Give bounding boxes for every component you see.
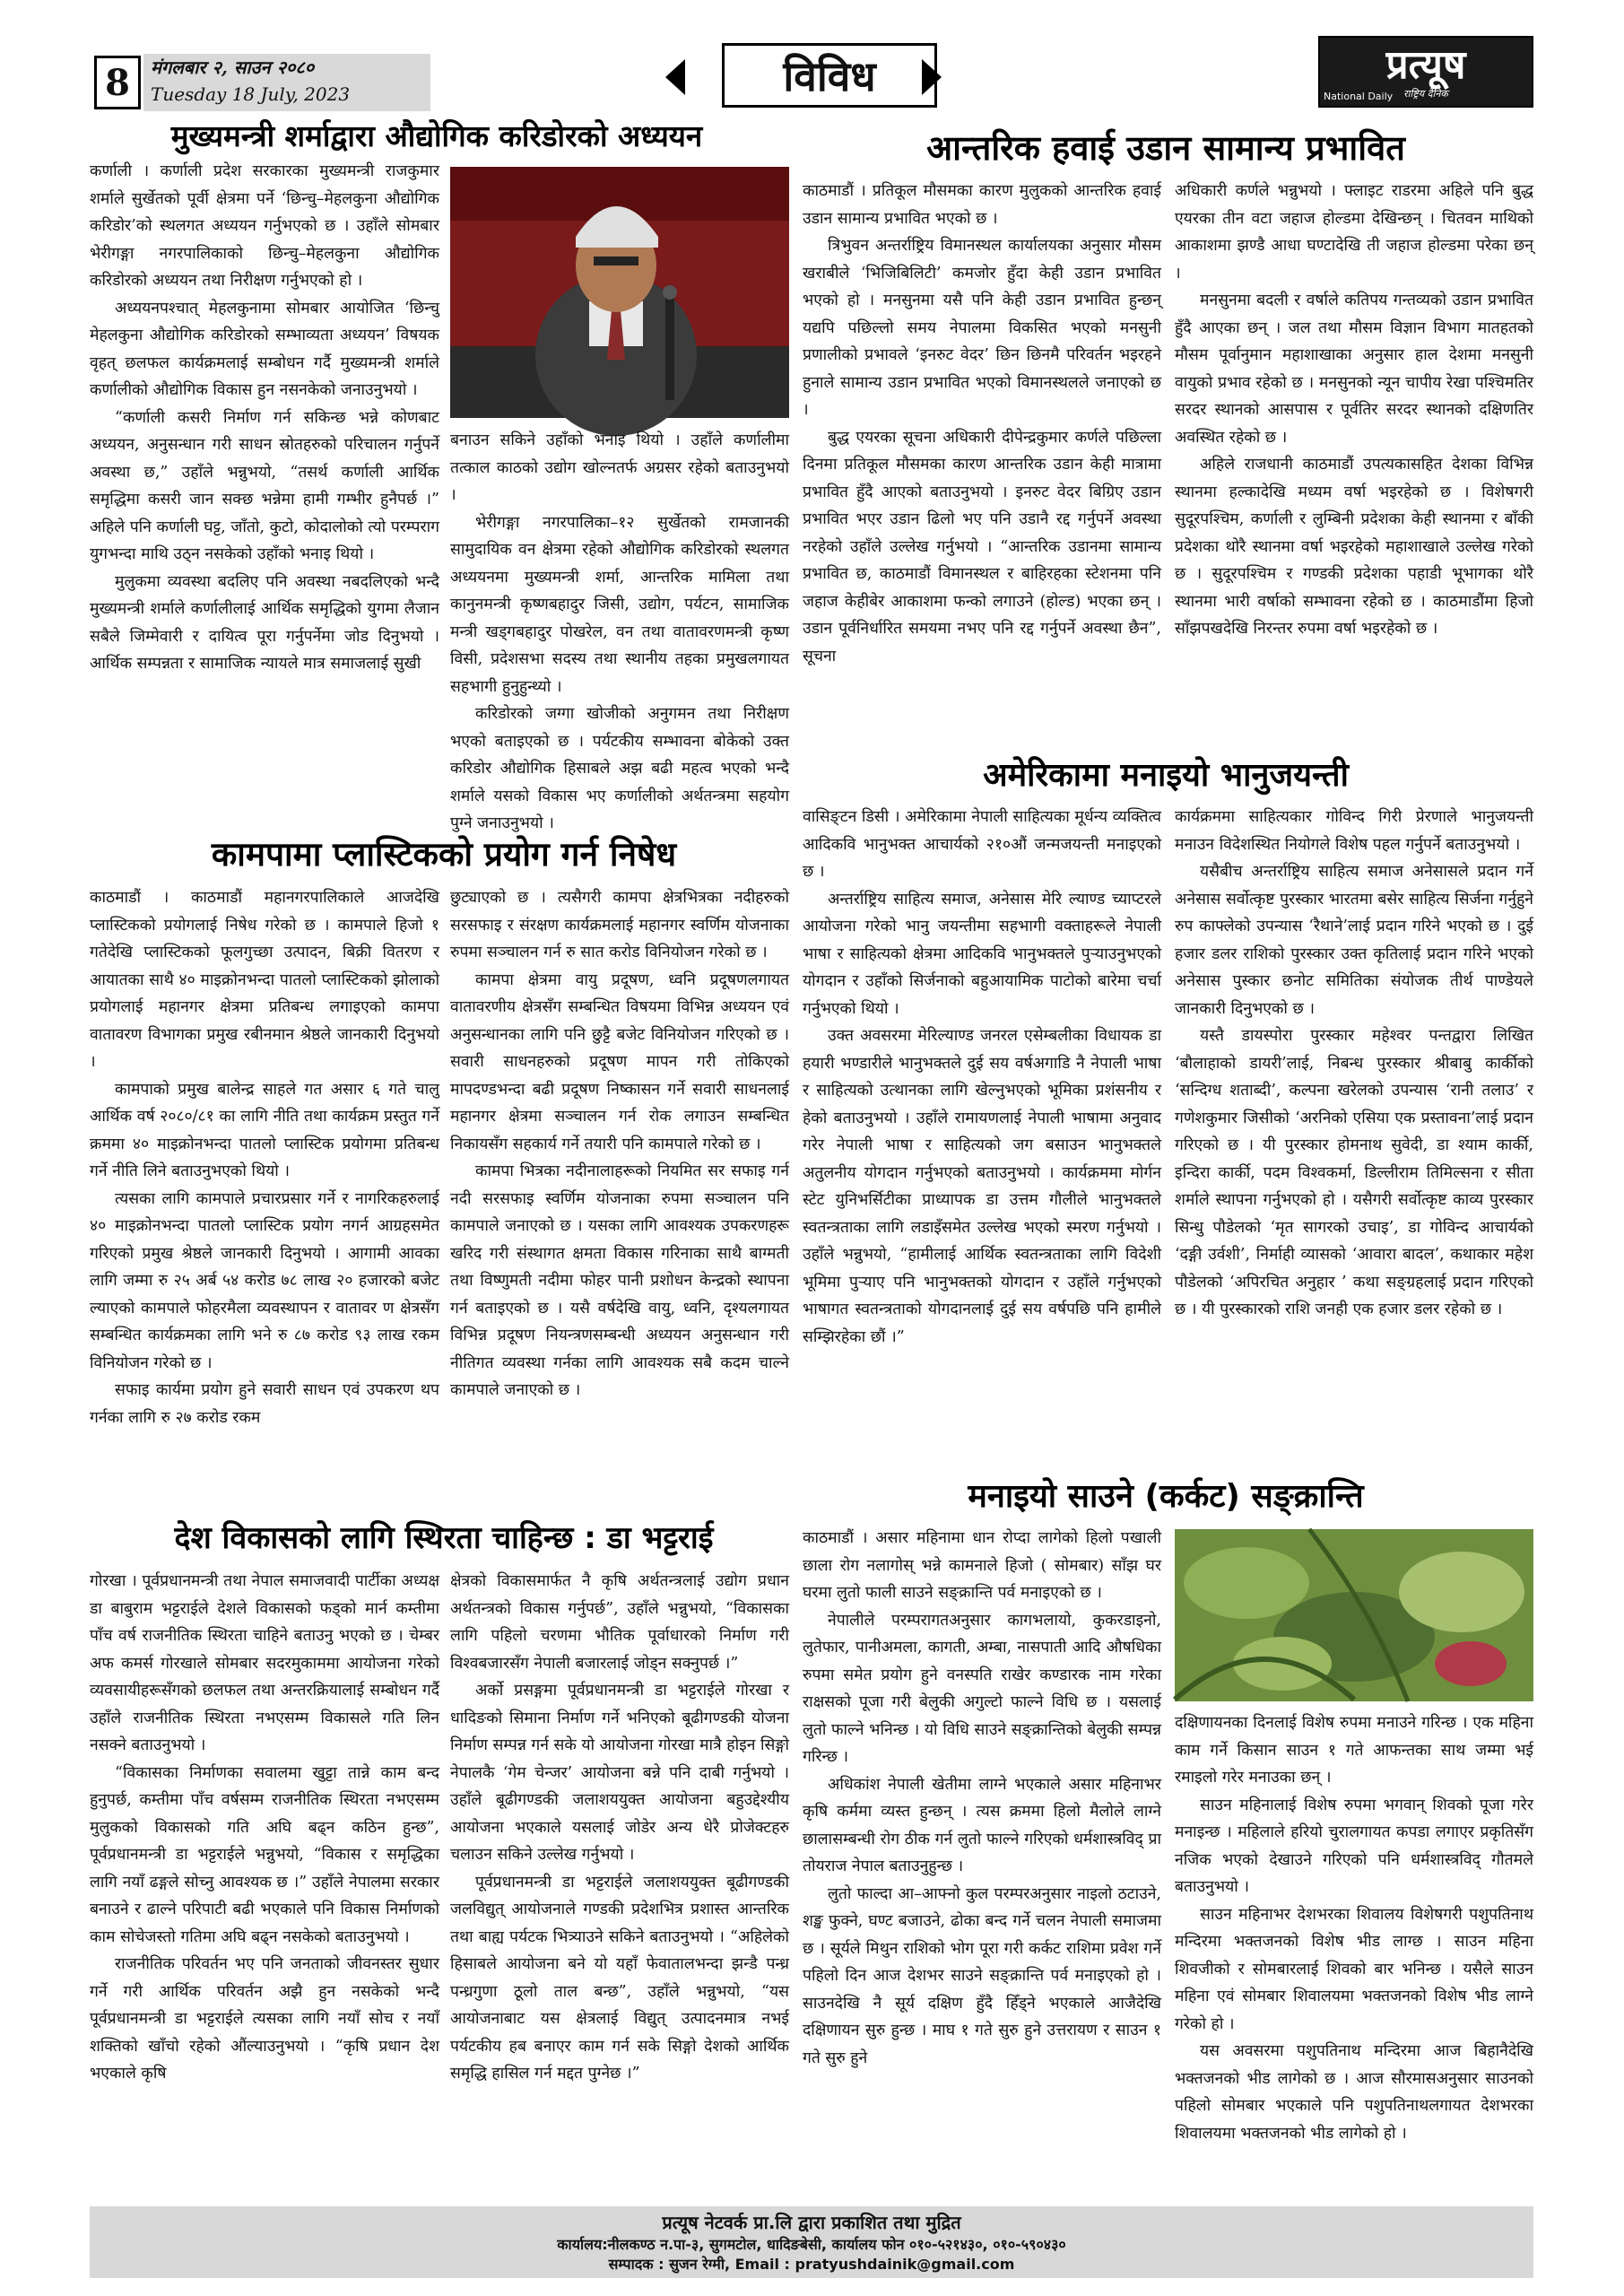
paragraph: पूर्वप्रधानमन्त्री डा भट्टराईले जलाशययुक्त बूढीगण्डकी जलविद्युत् आयोजनाले गण्डकी प्रदेशभित्र प्रशास्त आन्तरिक तथा बाह्य पर्यटक भित्र्याउने सकिने बताउनुभयो । “अहिलेको हिसाबले आयोजना बने यो यहाँ फेवातालभन्दा झन्डै पन्ध्र पन्ध्रगुणा ठूलो ताल बन्छ”, उहाँले भन्नुभयो, “यस आयोजनाबाट यस क्षेत्रलाई विद्युत् उत्पादनमात्र नभई पर्यटकीय हब बनाएर काम गर्न सके सिङ्गो देशको आर्थिक समृद्धि हासिल गर्न मद्दत पुग्नेछ ।”: [450, 1873, 789, 2083]
paragraph: वासिङ्टन डिसी । अमेरिकामा नेपाली साहित्यका मूर्धन्य व्यक्तित्व आदिकवि भानुभक्त आचार्यको २१०औं जन्मजयन्ती मनाइएको छ ।: [803, 808, 1161, 881]
plastic-col1: [90, 884, 439, 1494]
saune-col2: [1175, 1709, 1533, 2196]
paragraph: राजनीतिक परिवर्तन भए पनि जनताको जीवनस्तर सुधार गर्ने गरी आर्थिक परिवर्तन अझै हुन नसकेको भन्दै पूर्वप्रधानमन्त्री डा भट्टराईले त्यसका लागि नयाँ सोच र नयाँ शक्तिको खाँचो रहेको औंल्याउनुभयो । “कृषि प्रधान देश भएकाले कृषि: [90, 1955, 439, 2083]
arrow-left-icon: [665, 59, 685, 95]
paragraph: करिडोरको जग्गा खोजीको अनुगमन तथा निरीक्षण भएको बताइएको छ । पर्यटकीय सम्भावना बोकेको उक्त करिडोर औद्योगिक हिसाबले अझ बढी महत्व भएको भन्दै शर्माले यसको विकास भए कर्णालीको अर्थतन्त्रमा सहयोग पुग्ने जनाउनुभयो ।: [450, 705, 789, 832]
paragraph: अहिले राजधानी काठमाडौं उपत्यकासहित देशका विभिन्न स्थानमा हल्कादेखि मध्यम वर्षा भइरहेको छ । विशेषगरी सुदूरपश्चिम, कर्णाली र लुम्बिनी प्रदेशका केही स्थानमा र बाँकी प्रदेशका थोरै स्थानमा वर्षा भइरहेको महाशाखाले उल्लेख गरेको छ । सुदूरपश्चिम र गण्डकी प्रदेशका पहाडी भूभागका थोरै स्थानमा भारी वर्षाको सम्भावना रहेको छ । काठमाडौंमा हिजो साँझपखदेखि निरन्तर रुपमा वर्षा भइरहेको छ ।: [1175, 456, 1533, 638]
bhanu-col1: [803, 804, 1161, 1464]
paragraph: बुद्ध एयरका सूचना अधिकारी दीपेन्द्रकुमार कर्णले पछिल्ला दिनमा प्रतिकूल मौसमका कारण आन्तरिक उडान केही मात्रामा प्रभावित हुँदै आएको बताउनुभयो । इनरुट वेदर बिग्रिए उडान प्रभावित भएर उडान ढिलो भए पनि उडानै रद्द गर्नुपर्ने अवस्था नरहेको उहाँले उल्लेख गर्नुभयो । “आन्तरिक उडानमा सामान्य प्रभावित छ, काठमाडौं विमानस्थल र बाहिरहका स्टेशनमा पनि जहाज केहीबेर आकाशमा फन्को लगाउने (होल्ड) भएका छन् । उडान पूर्वनिर्धारित समयमा नभए पनि रद्द गर्नुपर्ने अवस्था छैन”, सूचना: [803, 428, 1161, 665]
paragraph: लुतो फाल्दा आ–आफ्नो कुल परम्परअनुसार नाइलो ठटाउने, शङ्ख फुक्ने, घण्ट बजाउने, ढोका बन्द गर्ने चलन नेपाली समाजमा छ । सूर्यले मिथुन राशिको भोग पूरा गरी कर्कट राशिमा प्रवेश गर्ने पहिलो दिन आज देशभर साउने सङ्क्रान्ति पर्व मनाइएको हो । साउनदेखि नै सूर्य दक्षिण हुँदै हिँड्ने भएकाले आजैदेखि दक्षिणायन सुरु हुन्छ । माघ १ गते सुरु हुने उत्तरायण र साउन १ गते सुरु हुने: [803, 1884, 1161, 2067]
date-english: Tuesday 18 July, 2023: [151, 83, 351, 105]
section-title: विविध: [722, 43, 937, 108]
paragraph: क्षेत्रको विकासमार्फत नै कृषि अर्थतन्त्रलाई उद्योग प्रधान अर्थतन्त्रको विकास गर्नुपर्छ”, उहाँले भन्नुभयो, “विकासका लागि पहिलो चरणमा भौतिक पूर्वाधारको निर्माण गरी विश्वबजारसँग नेपाली बजारलाई जोड्न सक्नुपर्छ ।”: [450, 1572, 789, 1673]
paragraph: साउन महिनाभर देशभरका शिवालय विशेषगरी पशुपतिनाथ मन्दिरमा भक्तजनको विशेष भीड लाग्छ । साउन महिना शिवजीको र सोमबारलाई शिवको बार भनिन्छ । यसैले साउन महिना एवं सोमबार शिवालयमा भक्तजनको विशेष भीड लाग्ने गरेको हो ।: [1175, 1905, 1533, 2033]
corridor-col1: [90, 158, 439, 822]
headline-flight: आन्तरिक हवाई उडान सामान्य प्रभावित: [926, 128, 1405, 168]
paragraph: कामपाको प्रमुख बालेन्द्र साहले गत असार ६ गते चालु आर्थिक वर्ष २०८०/८१ का लागि नीति तथा कार्यक्रम प्रस्तुत गर्ने क्रममा ४० माइक्रोनभन्दा पातलो प्लास्टिक प्रयोगमा प्रतिबन्ध गर्ने नीति लिने बताउनुभएको थियो ।: [90, 1080, 439, 1180]
masthead-english: National Daily: [1324, 91, 1394, 102]
paragraph: अधिकारी कर्णले भन्नुभयो । फ्लाइट राडरमा अहिले पनि बुद्ध एयरका तीन वटा जहाज होल्डमा देखिन्छन् । चितवन माथिको आकाशमा झण्डै आधा घण्टादेखि ती जहाज होल्डमा परेका छन् ।: [1175, 182, 1533, 283]
date-block: [143, 54, 430, 111]
page-number: 8: [94, 56, 141, 109]
footer-address: कार्यालय:नीलकण्ठ न.पा-३, सुगमटोल, धादिङबेसी, कार्यालय फोन ०१०-५२१४३०, ०१०-५९०४३०: [557, 2236, 1066, 2253]
paragraph: भेरीगङ्गा नगरपालिका–१२ सुर्खेतको रामजानकी सामुदायिक वन क्षेत्रमा रहेको औद्योगिक करिडोरको स्थलगत अध्ययनमा मुख्यमन्त्री शर्मा, आन्तरिक मामिला तथा कानुनमन्त्री कृष्णबहादुर जिसी, उद्योग, पर्यटन, सामाजिक मन्त्री खड्गबहादुर पोखरेल, वन तथा वातावरणमन्त्री कृष्ण विसी, प्रदेशसभा सदस्य तथा स्थानीय तहका प्रमुखलगायत सहभागी हुनुहुन्थ्यो ।: [450, 513, 789, 696]
paragraph: कामपा क्षेत्रमा वायु प्रदूषण, ध्वनि प्रदूषणलगायत वातावरणीय क्षेत्रसँग सम्बन्धित विषयमा विभिन्न अध्ययन एवं अनुसन्धानका लागि पनि छुट्टै बजेट विनियोजन गरिएको छ । सवारी साधनहरुको प्रदूषण मापन गरी तोकिएको मापदण्डभन्दा बढी प्रदूषण निष्कासन गर्ने सवारी साधनलाई महानगर क्षेत्रमा सञ्चालन गर्न रोक लगाउन सम्बन्धित निकायसँग सहकार्य गर्ने तयारी पनि कामपाले गरेको छ ।: [450, 970, 789, 1153]
paragraph: कर्णाली । कर्णाली प्रदेश सरकारका मुख्यमन्त्री राजकुमार शर्माले सुर्खेतको पूर्वी क्षेत्रमा पर्ने ‘छिन्चु–मेहलकुना औद्योगिक करिडोर’को स्थलगत अध्ययन गर्नुभएको छ । उहाँले सोमबार भेरीगङ्गा नगरपालिकाको छिन्चु–मेहलकुना औद्योगिक करिडोरको अध्ययन तथा निरीक्षण गर्नुभएको हो ।: [90, 162, 439, 290]
paragraph: “कर्णाली कसरी निर्माण गर्न सकिन्छ भन्ने कोणबाट अध्ययन, अनुसन्धान गरी साधन स्रोतहरुको परिचालन गर्नुपर्ने अवस्था छ,” उहाँले भन्नुभयो, “तसर्थ कर्णाली आर्थिक समृद्धिमा कसरी जान सक्छ भन्नेमा हामी गम्भीर हुनैपर्छ ।” अहिले पनि कर्णाली घट्ट, जाँतो, कुटो, कोदालोको त्यो परम्पराग युगभन्दा माथि उठ्न नसकेको उहाँको भनाइ थियो ।: [90, 408, 439, 563]
paragraph: मनसुनमा बदली र वर्षाले कतिपय गन्तव्यको उडान प्रभावित हुँदै आएका छन् । जल तथा मौसम विज्ञान विभाग मातहतको मौसम पूर्वानुमान महाशाखाका अनुसार हाल देशमा मनसुनी वायुको प्रभाव रहेको छ । मनसुनको न्यून चापीय रेखा पश्चिमतिर सरदर स्थानको आसपास र पूर्वतिर सरदर स्थानको दक्षिणतिर अवस्थित रहेको छ ।: [1175, 291, 1533, 447]
paragraph: यस्तै डायस्पोरा पुरस्कार महेश्वर पन्तद्वारा लिखित ‘बौलाहाको डायरी’लाई, निबन्ध पुरस्कार श्रीबाबु कार्कीको ‘सन्दिग्ध शताब्दी’, कल्पना खरेलको उपन्यास ‘रानी तलाउ’ र गणेशकुमार जिसीको ‘अरनिको एसिया एक प्रस्तावना’लाई प्रदान गरिएको छ । यी पुरस्कार होमनाथ सुवेदी, डा श्याम कार्की, इन्दिरा कार्की, पदम विश्वकर्मा, डिल्लीराम तिमिल्सना र सीता शर्माले स्थापना गर्नुभएको हो । यसैगरी सर्वोत्कृष्ट काव्य पुरस्कार सिन्धु पौडेलको ‘मृत सागरको उचाइ’, डा गोविन्द आचार्यको ‘दङ्गी उर्वशी’, निर्माही व्यासको ‘आवारा बादल’, कथाकार महेश पौडेलको ‘अपिरचित अनुहार ’ कथा सङ्ग्रहलाई प्रदान गरिएको छ । यी पुरस्कारको राशि जनही एक हजार डलर रहेको छ ।: [1175, 1027, 1533, 1318]
flight-col1: [803, 178, 1161, 743]
masthead-subtitle: राष्ट्रिय दैनिक: [1403, 87, 1448, 100]
paragraph: काठमाडौं । प्रतिकूल मौसमका कारण मुलुकको आन्तरिक हवाई उडान सामान्य प्रभावित भएको छ ।: [803, 182, 1161, 228]
paragraph: त्रिभुवन अन्तर्राष्ट्रिय विमानस्थल कार्यालयका अनुसार मौसम खराबीले ‘भिजिबिलिटी’ कमजोर हुँदा केही उडान प्रभावित भएको हो । मनसुनमा यसै पनि केही उडान प्रभावित हुन्छन् यद्यपि पछिल्लो समय नेपालमा विकसित भएको मनसुनी प्रणालीको प्रभावले ‘इनरुट वेदर’ छिन छिनमै परिवर्तन भइरहने हुनाले सामान्य उडान प्रभावित भएको विमानस्थलले जनाएको छ ।: [803, 237, 1161, 419]
paragraph: अन्तर्राष्ट्रिय साहित्य समाज, अनेसास मेरि ल्याण्ड च्याप्टरले आयोजना गरेको भानु जयन्तीमा सहभागी वक्ताहरूले नेपाली भाषा र साहित्यको क्षेत्रमा आदिकवि भानुभक्तले पुऱ्याउनुभएको योगदान र उहाँको सिर्जनाको बहुआयामिक पाटोको बारेमा चर्चा गर्नुभएको थियो ।: [803, 890, 1161, 1018]
headline-corridor: मुख्यमन्त्री शर्माद्वारा औद्योगिक करिडोरको अध्ययन: [170, 118, 703, 153]
paragraph: कामपा भित्रका नदीनालाहरूको नियमित सर सफाइ गर्न नदी सरसफाइ स्वर्णिम योजनाका रुपमा सञ्चालन पनि कामपाले जनाएको छ । यसका लागि आवश्यक उपकरणहरू खरिद गरी संस्थागत क्षमता विकास गरिनाका साथै बाग्मती तथा विष्णुमती नदीमा फोहर पानी प्रशोधन केन्द्रको स्थापना गर्न बताइएको छ । यसै वर्षदेखि वायु, ध्वनि, दृश्यलगायत विभिन्न प्रदूषण नियन्त्रणसम्बन्धी अध्ययन अनुसन्धान गरी नीतिगत व्यवस्था गर्नका लागि आवश्यक सबै कदम चाल्ने कामपाले जनाएको छ ।: [450, 1162, 789, 1399]
masthead-title: प्रत्यूष: [1385, 41, 1466, 88]
paragraph: साउन महिनालाई विशेष रुपमा भगवान् शिवको पूजा गरेर मनाइन्छ । महिलाले हरियो चुरालगायत कपडा लगाएर प्रकृतिसँग नजिक भएको देखाउने गरिएको पनि धर्मशास्त्रविद् गौतमले बताउनुभयो ।: [1175, 1796, 1533, 1896]
headline-bhanu: अमेरिकामा मनाइयो भानुजयन्ती: [983, 757, 1349, 794]
paragraph: उक्त अवसरमा मेरिल्याण्ड जनरल एसेम्बलीका विधायक डा हयारी भण्डारीले भानुभक्तले दुई सय वर्षअगाडि नै नेपाली भाषा र साहित्यको उत्थानका लागि खेल्नुभएको भूमिका प्रशंसनीय र हेको बताउनुभयो । उहाँले रामायणलाई नेपाली भाषामा अनुवाद गरेर नेपाली भाषा र साहित्यको जग बसाउन भानुभक्तले अतुलनीय योगदान गर्नुभएको बताउनुभयो । कार्यक्रममा मोर्गन स्टेट युनिभर्सिटीका प्राध्यापक डा उत्तम गौलीले भानुभक्तले स्वतन्त्रताका लागि लडाइँसमेत उल्लेख भएको स्मरण गर्नुभयो । उहाँले भन्नुभयो, “हामीलाई आर्थिक स्वतन्त्रताका लागि विदेशी भूमिमा पुऱ्याए पनि भानुभक्तको योगदान र उहाँले गर्नुभएको भाषागत स्वतन्त्रताको योगदानलाई दुई सय वर्षपछि पनि हामीले सम्झिरहेका छौं ।”: [803, 1027, 1161, 1346]
footer-publisher: प्रत्यूष नेटवर्क प्रा.लि द्वारा प्रकाशित तथा मुद्रित: [662, 2212, 961, 2233]
date-nepali: मंगलबार २, साउन २०८०: [151, 57, 315, 78]
plastic-col2: [450, 884, 789, 1494]
paragraph: गोरखा । पूर्वप्रधानमन्त्री तथा नेपाल समाजवादी पार्टीका अध्यक्ष डा बाबुराम भट्टराईले देशले विकासको फड्को मार्न कम्तीमा पाँच वर्ष राजनीतिक स्थिरता चाहिने बताउनु भएको छ । चेम्बर अफ कमर्स गोरखाले सोमबार सदरमुकाममा आयोजना गरेको व्यवसायीहरूसँगको छलफल तथा अन्तरक्रियालाई सम्बोधन गर्दै उहाँले राजनीतिक स्थिरता नभएसम्म विकासले गति लिन नसक्ने बताउनुभयो ।: [90, 1572, 439, 1754]
headline-saune: मनाइयो साउने (कर्कट) सङ्क्रान्ति: [968, 1478, 1364, 1515]
photo-chief-minister: [450, 167, 789, 418]
stability-col1: [90, 1568, 439, 2196]
paragraph: त्यसका लागि कामपाले प्रचारप्रसार गर्ने र नागरिकहरुलाई ४० माइक्रोनभन्दा पातलो प्लास्टिक प्रयोग नगर्न आग्रहसमेत गरिएको प्रमुख श्रेष्ठले जानकारी दिनुभयो । आगामी आवका लागि जम्मा रु २५ अर्ब ५४ करोड ७८ लाख २० हजारको बजेट ल्याएको कामपाले फोहरमैला व्यवस्थापन र वातावर ण क्षेत्रसँग सम्बन्धित कार्यक्रमका लागि भने रु ८७ करोड ९३ लाख रकम विनियोजन गरेको छ ।: [90, 1189, 439, 1372]
footer-imprint: [90, 2206, 1533, 2278]
paragraph: बनाउन सकिने उहाँको भनाइ थियो । उहाँले कर्णालीमा तत्काल काठको उद्योग खोल्नतर्फ अग्रसर रहेको बताउनुभयो ।: [450, 431, 789, 504]
paragraph: यस अवसरमा पशुपतिनाथ मन्दिरमा आज बिहानैदेखि भक्तजनको भीड लागेको छ । आज सौरमासअनुसार साउनको पहिलो सोमबार भएकाले पनि पशुपतिनाथलगायत देशभरका शिवालयमा भक्तजनको भीड लागेको हो ।: [1175, 2042, 1533, 2143]
paragraph: काठमाडौं । काठमाडौं महानगरपालिकाले आजदेखि प्लास्टिकको प्रयोगलाई निषेध गरेको छ । कामपाले हिजो १ गतेदेखि प्लास्टिकको फूलगुच्छा उत्पादन, बिक्री वितरण र आयातका साथै ४० माइक्रोनभन्दा पातलो प्लास्टिकको झोलाको प्रयोगलाई महानगर क्षेत्रमा प्रतिबन्ध लगाइएको कामपा वातावरण विभागका प्रमुख रबीनमान श्रेष्ठले जानकारी दिनुभयो ।: [90, 889, 439, 1071]
paragraph: मुलुकमा व्यवस्था बदलिए पनि अवस्था नबदलिएको भन्दै मुख्यमन्त्री शर्माले कर्णालीलाई आर्थिक समृद्धिको युगमा लैजान सबैले जिम्मेवारी र दायित्व पूरा गर्नुपर्नेमा जोड दिनुभयो । आर्थिक सम्पन्नता र सामाजिक न्यायले मात्र समाजलाई सुखी: [90, 572, 439, 673]
flight-col2: [1175, 178, 1533, 743]
saune-col1: [803, 1525, 1161, 2196]
paragraph: “विकासका निर्माणका सवालमा खुट्टा तान्ने काम बन्द हुनुपर्छ, कम्तीमा पाँच वर्षसम्म राजनीतिक स्थिरता नभएसम्म मुलुकको विकासको गति अघि बढ्न कठिन हुन्छ”, पूर्वप्रधानमन्त्री डा भट्टराईले भन्नुभयो, “विकास र समृद्धिका लागि नयाँ ढङ्गले सोच्नु आवश्यक छ ।” उहाँले नेपालमा सरकार बनाउने र ढाल्ने परिपाटी बढी भएकाले पनि विकास निर्माणको काम सोचेजस्तो गतिमा अघि बढ्न नसकेको बताउनुभयो ।: [90, 1763, 439, 1946]
paragraph: यसैबीच अन्तर्राष्ट्रिय साहित्य समाज अनेसासले प्रदान गर्ने अनेसास सर्वोत्कृष्ट पुरस्कार भारतमा बसेर साहित्य सिर्जना गर्नुहुने रुप काफ्लेको उपन्यास ‘रैथाने’लाई प्रदान गरिने भएको छ । दुई हजार डलर राशिको पुरस्कार उक्त कृतिलाई प्रदान गरिने भएको अनेसास पुस्कार छनोट समितिका संयोजक तीर्थ पाण्डेयले जानकारी दिनुभएको छ ।: [1175, 863, 1533, 1018]
paragraph: नेपालीले परम्परागतअनुसार कागभलायो, कुकरडाइनो, लुतेफार, पानीअमला, कागती, अम्बा, नासपाती आदि औषधिका रुपमा समेत प्रयोग हुने वनस्पति राखेर कण्डारक नाम गरेका राक्षसको पूजा गरी बेलुकी अगुल्टो फाल्ने विधि छ । यसलाई लुतो फाल्ने भनिन्छ । यो विधि साउने सङ्क्रान्तिको बेलुकी सम्पन्न गरिन्छ ।: [803, 1611, 1161, 1766]
paragraph: छुट्याएको छ । त्यसैगरी कामपा क्षेत्रभित्रका नदीहरुको सरसफाइ र संरक्षण कार्यक्रमलाई महानगर स्वर्णिम योजनाका रुपमा सञ्चालन गर्न रु सात करोड विनियोजन गरेको छ ।: [450, 889, 789, 961]
paragraph: अर्को प्रसङ्गमा पूर्वप्रधानमन्त्री डा भट्टराईले गोरखा र धादिङको सिमाना निर्माण गर्ने भनिएको बूढीगण्डकी योजना निर्माण सम्पन्न गर्न सके यो आयोजना गोरखा मात्रै होइन सिङ्गो नेपालकै ‘गेम चेन्जर’ आयोजना बन्ने पनि दाबी गर्नुभयो । उहाँले बूढीगण्डकी जलाशययुक्त आयोजना बहुउद्देश्यीय आयोजना भएकाले यसलाई जोडेर अन्य धेरै प्रोजेक्टहरु चलाउन सकिने उल्लेख गर्नुभयो ।: [450, 1682, 789, 1864]
headline-plastic: कामपामा प्लास्टिकको प्रयोग गर्न निषेध: [211, 835, 677, 874]
photo-plants: [1175, 1529, 1533, 1701]
masthead-logo: [1318, 36, 1533, 108]
headline-stability: देश विकासको लागि स्थिरता चाहिन्छ : डा भट्टराई: [174, 1520, 714, 1556]
paragraph: सफाइ कार्यमा प्रयोग हुने सवारी साधन एवं उपकरण थप गर्नका लागि रु २७ करोड रकम: [90, 1381, 439, 1427]
paragraph: कार्यक्रममा साहित्यकार गोविन्द गिरी प्रेरणाले भानुजयन्ती मनाउन विदेशस्थित नियोगले विशेष पहल गर्नुपर्ने बताउनुभयो ।: [1175, 808, 1533, 854]
paragraph: दक्षिणायनका दिनलाई विशेष रुपमा मनाउने गरिन्छ । एक महिना काम गर्ने किसान साउन १ गते आफन्तका साथ जम्मा भई रमाइलो गरेर मनाउका छन् ।: [1175, 1714, 1533, 1787]
paragraph: अध्ययनपश्चात् मेहलकुनामा सोमबार आयोजित ‘छिन्चु मेहलकुना औद्योगिक करिडोरको सम्भाव्यता अध्ययन’ विषयक वृहत् छलफल कार्यक्रमलाई सम्बोधन गर्दै मुख्यमन्त्री शर्माले कर्णालीको औद्योगिक विकास हुन नसनकेको जनाउनुभयो ।: [90, 299, 439, 399]
corridor-col2: [450, 427, 789, 832]
bhanu-col2: [1175, 804, 1533, 1464]
arrow-right-icon: [922, 59, 942, 95]
stability-col2: [450, 1568, 789, 2196]
paragraph: अधिकांश नेपाली खेतीमा लाग्ने भएकाले असार महिनाभर कृषि कर्ममा व्यस्त हुन्छन् । त्यस क्रममा हिलो मैलोले लाग्ने छालासम्बन्धी रोग ठीक गर्न लुतो फाल्ने गरिएको धर्मशास्त्रविद् प्रा तोयराज नेपाल बताउनुहुन्छ ।: [803, 1775, 1161, 1875]
paragraph: काठमाडौं । असार महिनामा धान रोप्दा लागेको हिलो पखाली छाला रोग नलागोस् भन्ने कामनाले हिजो ( सोमबार) साँझ घर घरमा लुतो फाली साउने सङ्क्रान्ति पर्व मनाइएको छ ।: [803, 1529, 1161, 1602]
footer-editor: सम्पादक : सुजन रेग्मी, Email : pratyushdainik@gmail.com: [608, 2256, 1015, 2273]
